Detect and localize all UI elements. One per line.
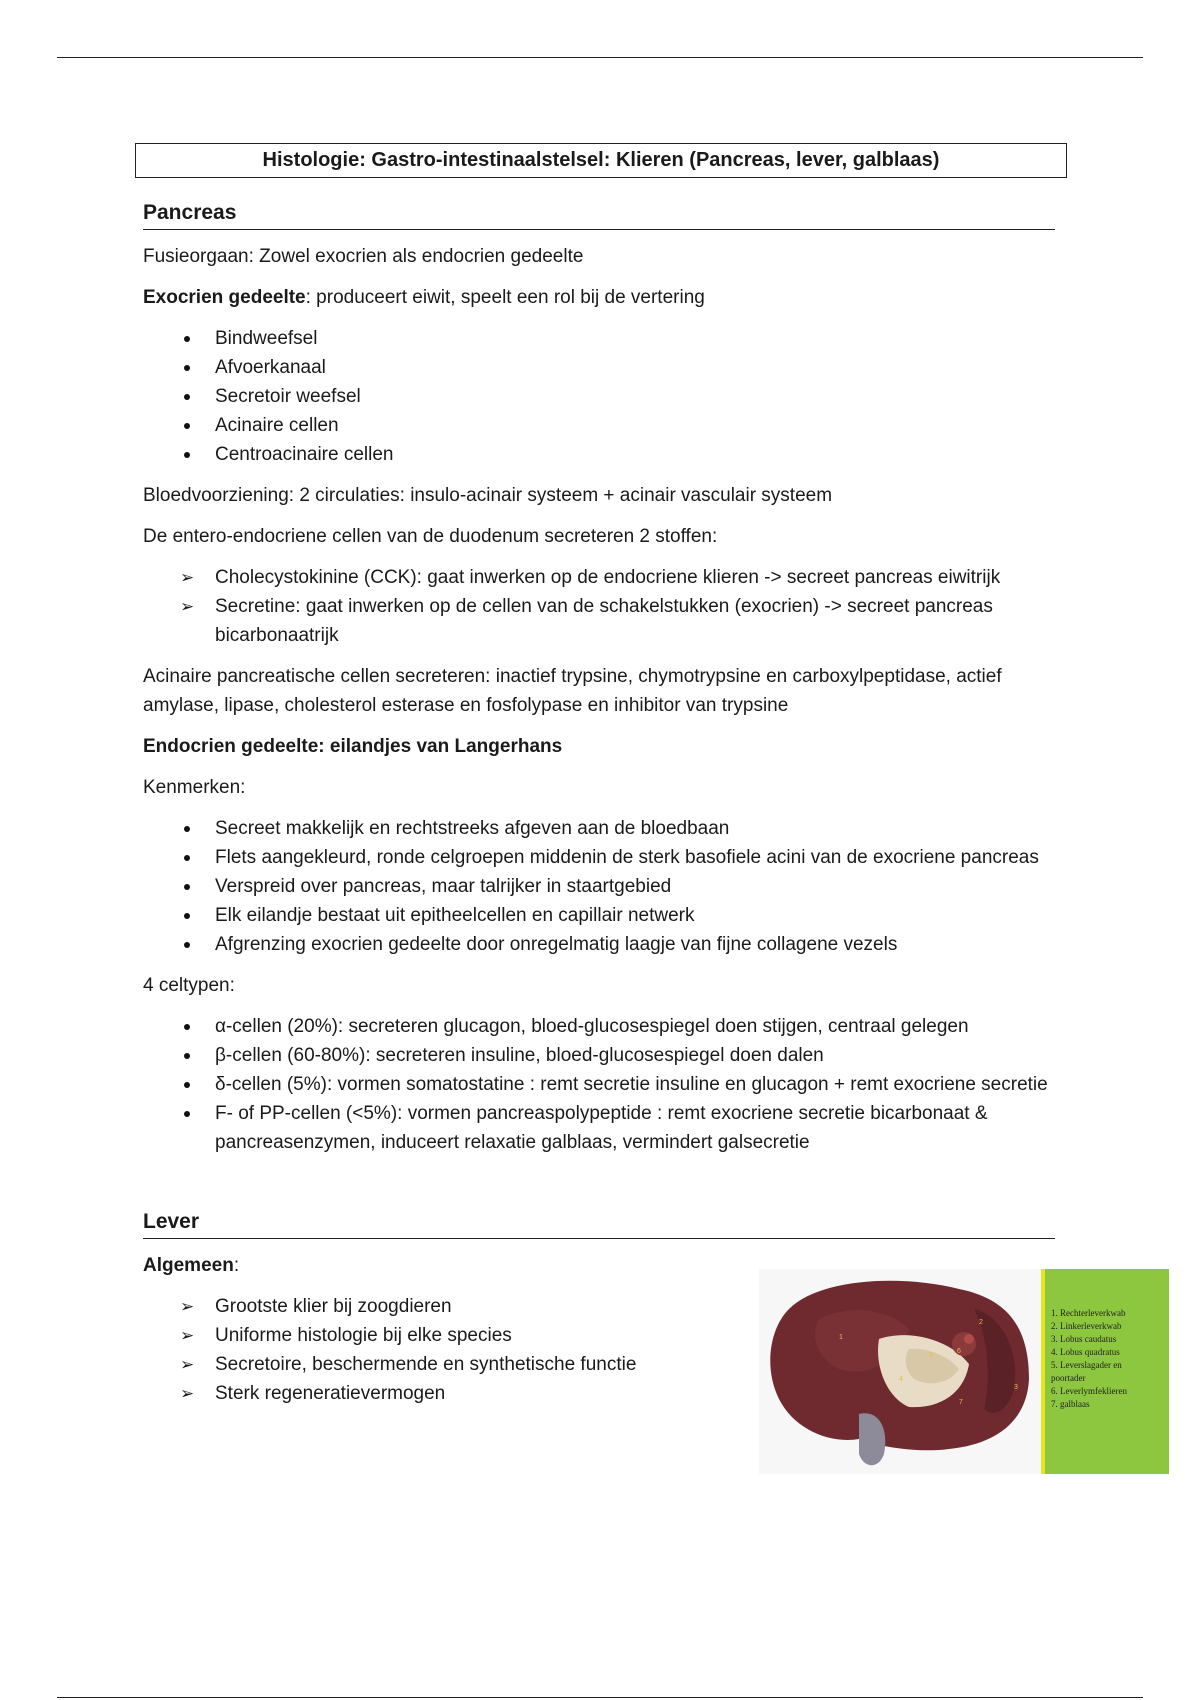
list-item: Flets aangekleurd, ronde celgroepen middenin de sterk basofiele acini van de exocriene pancreas (143, 843, 1055, 872)
legend-item: 3. Lobus caudatus (1051, 1334, 1117, 1344)
liver-number-label: 5 (929, 1352, 933, 1359)
liver-photo (759, 1269, 1041, 1474)
legend-item: 4. Lobus quadratus (1051, 1347, 1120, 1357)
list-item: Secreet makkelijk en rechtstreeks afgeven aan de bloedbaan (143, 814, 1055, 843)
arrow-bullet-icon: ➢ (180, 1355, 195, 1374)
header-rule (57, 57, 1143, 58)
liver-number-label: 2 (979, 1319, 983, 1326)
exocrine-list (143, 324, 1055, 469)
acinar-paragraph: Acinaire pancreatische cellen secreteren: inactief trypsine, chymotrypsine en carboxylpeptidase, actief amylase, lipase, cholesterol esterase en fosfolypase en inhibitor van trypsine (143, 666, 1002, 716)
endocrine-heading: Endocrien gedeelte: eilandjes van Langerhans (143, 736, 563, 757)
bullet-icon (184, 365, 190, 371)
bullet-icon (184, 913, 190, 919)
section-heading-lever: Lever (143, 1207, 1055, 1239)
bullet-icon (184, 826, 190, 832)
legend-item: 5. Leverslagader en (1051, 1360, 1122, 1370)
list-item: F- of PP-cellen (<5%): vormen pancreaspolypeptide : remt exocriene secretie bicarbonaat & pancreasenzymen, induceert relaxatie galblaas, vermindert galsecretie (143, 1099, 1055, 1157)
arrow-bullet-icon: ➢ (180, 1297, 195, 1316)
list-item: ➢ Cholecystokinine (CCK): gaat inwerken op de endocriene klieren -> secreet pancreas eiwitrijk (143, 563, 1055, 592)
legend-item: 2. Linkerleverkwab (1051, 1321, 1122, 1331)
celtypen-list (143, 1012, 1055, 1157)
list-item: Afgrenzing exocrien gedeelte door onregelmatig laagje van fijne collagene vezels (143, 930, 1055, 959)
liver-number-label: 7 (959, 1399, 963, 1406)
list-item: Elk eilandje bestaat uit epitheelcellen en capillair netwerk (143, 901, 1055, 930)
legend-item: poortader (1051, 1373, 1086, 1383)
list-item: Bindweefsel (143, 324, 1055, 353)
section-heading-pancreas: Pancreas (143, 198, 1055, 230)
list-item: Secretoir weefsel (143, 382, 1055, 411)
list-item: α-cellen (20%): secreteren glucagon, bloed-glucosespiegel doen stijgen, centraal gelegen (143, 1012, 1055, 1041)
kenmerken-list (143, 814, 1055, 959)
exocrine-paragraph (143, 283, 1055, 312)
legend-item: 1. Rechterleverkwab (1051, 1308, 1126, 1318)
celtypen-label: 4 celtypen: (143, 975, 235, 996)
liver-number-label: 3 (1014, 1384, 1018, 1391)
list-item: ➢ Uniforme histologie bij elke species (143, 1321, 703, 1350)
bullet-icon (184, 423, 190, 429)
bullet-icon (184, 884, 190, 890)
list-item: ➢ Secretoire, beschermende en synthetische functie (143, 1350, 703, 1379)
liver-number-label: 6 (957, 1348, 961, 1355)
list-item: ➢ Secretine: gaat inwerken op de cellen van de schakelstukken (exocrien) -> secreet pancreas bicarbonaatrijk (143, 592, 1055, 650)
bullet-icon (184, 855, 190, 861)
arrow-bullet-icon: ➢ (180, 1326, 195, 1345)
bullet-icon (184, 452, 190, 458)
arrow-bullet-icon: ➢ (180, 597, 195, 616)
blood-supply: Bloedvoorziening: 2 circulaties: insulo-acinair systeem + acinair vasculair systeem (143, 485, 833, 506)
liver-legend (1041, 1269, 1169, 1474)
liver-number-label: 4 (899, 1376, 903, 1383)
bullet-icon (184, 1053, 190, 1059)
list-item: β-cellen (60-80%): secreteren insuline, bloed-glucosespiegel doen dalen (143, 1041, 1055, 1070)
liver-number-label: 1 (839, 1334, 843, 1341)
arrow-bullet-icon: ➢ (180, 568, 195, 587)
bullet-icon (184, 1082, 190, 1088)
entero-intro: De entero-endocriene cellen van de duodenum secreteren 2 stoffen: (143, 526, 718, 547)
kenmerken-label: Kenmerken: (143, 777, 246, 798)
bullet-icon (184, 942, 190, 948)
lever-section (143, 1251, 1127, 1409)
pancreas-intro: Fusieorgaan: Zowel exocrien als endocrien gedeelte (143, 246, 584, 267)
legend-item: 6. Leverlymfeklieren (1051, 1386, 1127, 1396)
footer-rule (57, 1697, 1143, 1698)
list-item: Acinaire cellen (143, 411, 1055, 440)
list-item: Afvoerkanaal (143, 353, 1055, 382)
bullet-icon (184, 1024, 190, 1030)
document-body (143, 143, 1127, 1409)
list-item: δ-cellen (5%): vormen somatostatine : remt secretie insuline en glucagon + remt exocriene secretie (143, 1070, 1055, 1099)
list-item: ➢ Grootste klier bij zoogdieren (143, 1292, 703, 1321)
bullet-icon (184, 336, 190, 342)
exocrine-text: : produceert eiwit, speelt een rol bij de vertering (305, 287, 705, 308)
bullet-icon (184, 394, 190, 400)
bullet-icon (184, 1111, 190, 1117)
document-title: Histologie: Gastro-intestinaalstelsel: Klieren (Pancreas, lever, galblaas) (135, 143, 1067, 178)
entero-list (143, 563, 1055, 650)
list-item: Centroacinaire cellen (143, 440, 1055, 469)
arrow-bullet-icon: ➢ (180, 1384, 195, 1403)
liver-figure (759, 1269, 1169, 1474)
lever-list (143, 1292, 703, 1408)
legend-item: 7. galblaas (1051, 1399, 1090, 1409)
exocrine-label: Exocrien gedeelte (143, 287, 306, 308)
algemeen-label: Algemeen: (143, 1255, 240, 1276)
list-item: ➢ Sterk regeneratievermogen (143, 1379, 703, 1408)
list-item: Verspreid over pancreas, maar talrijker in staartgebied (143, 872, 1055, 901)
